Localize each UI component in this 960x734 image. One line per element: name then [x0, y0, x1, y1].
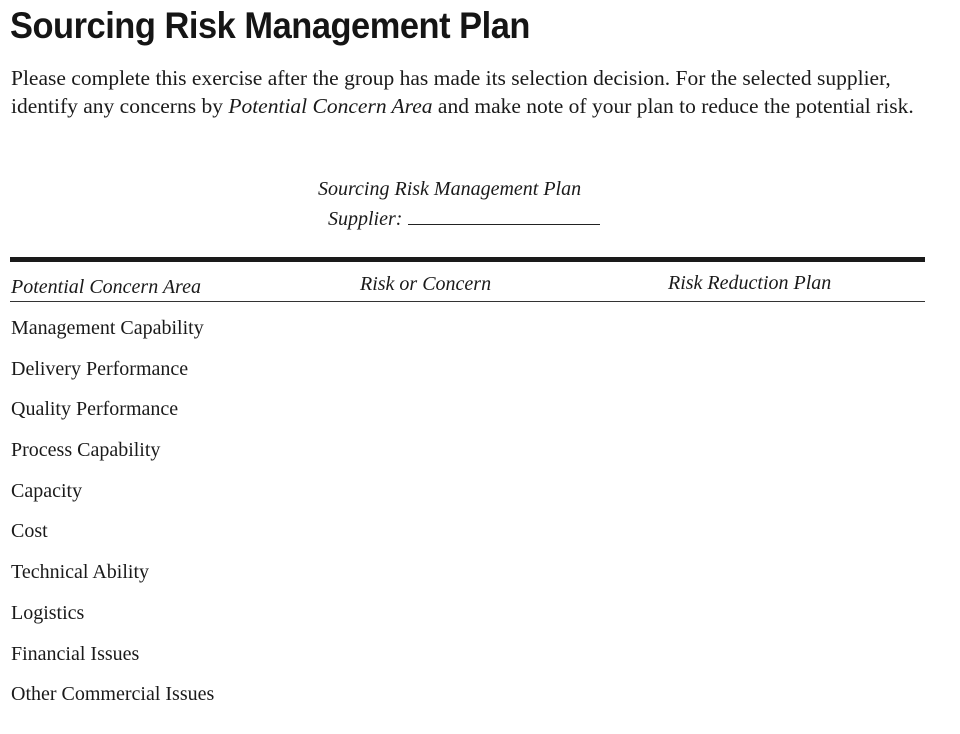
intro-text-1: Please complete this exercise after the group has made its selection decision. For the selected supplier, identify any concerns by: [11, 66, 891, 118]
concern-area-row: Quality Performance: [11, 398, 179, 421]
concern-area-list: [11, 314, 214, 721]
concern-area-row: Delivery Performance: [11, 357, 189, 380]
concern-area-row: Management Capability: [11, 317, 204, 339]
header-risk-or-concern: Risk or Concern: [360, 273, 492, 295]
table-top-rule: [10, 257, 925, 262]
supplier-field: [328, 206, 600, 231]
form-title: Sourcing Risk Management Plan: [318, 178, 582, 200]
concern-area-row: Process Capability: [11, 439, 161, 462]
table-header-rule: [10, 301, 925, 302]
concern-area-row: Capacity: [11, 479, 83, 502]
supplier-blank-line: [408, 206, 600, 225]
intro-emphasis: Potential Concern Area: [228, 94, 433, 118]
concern-area-row: Cost: [11, 520, 48, 543]
intro-text-2: and make note of your plan to reduce the potential risk.: [432, 94, 914, 118]
concern-area-row: Financial Issues: [11, 642, 140, 665]
concern-area-row: Logistics: [11, 601, 85, 624]
page-title: Sourcing Risk Management Plan: [10, 5, 531, 46]
intro-paragraph: [11, 64, 927, 120]
header-potential-concern-area: Potential Concern Area: [11, 276, 201, 298]
concern-area-row: Technical Ability: [11, 561, 150, 584]
concern-area-row: Other Commercial Issues: [11, 683, 215, 706]
header-risk-reduction-plan: Risk Reduction Plan: [668, 272, 832, 294]
supplier-label: Supplier:: [328, 208, 403, 230]
